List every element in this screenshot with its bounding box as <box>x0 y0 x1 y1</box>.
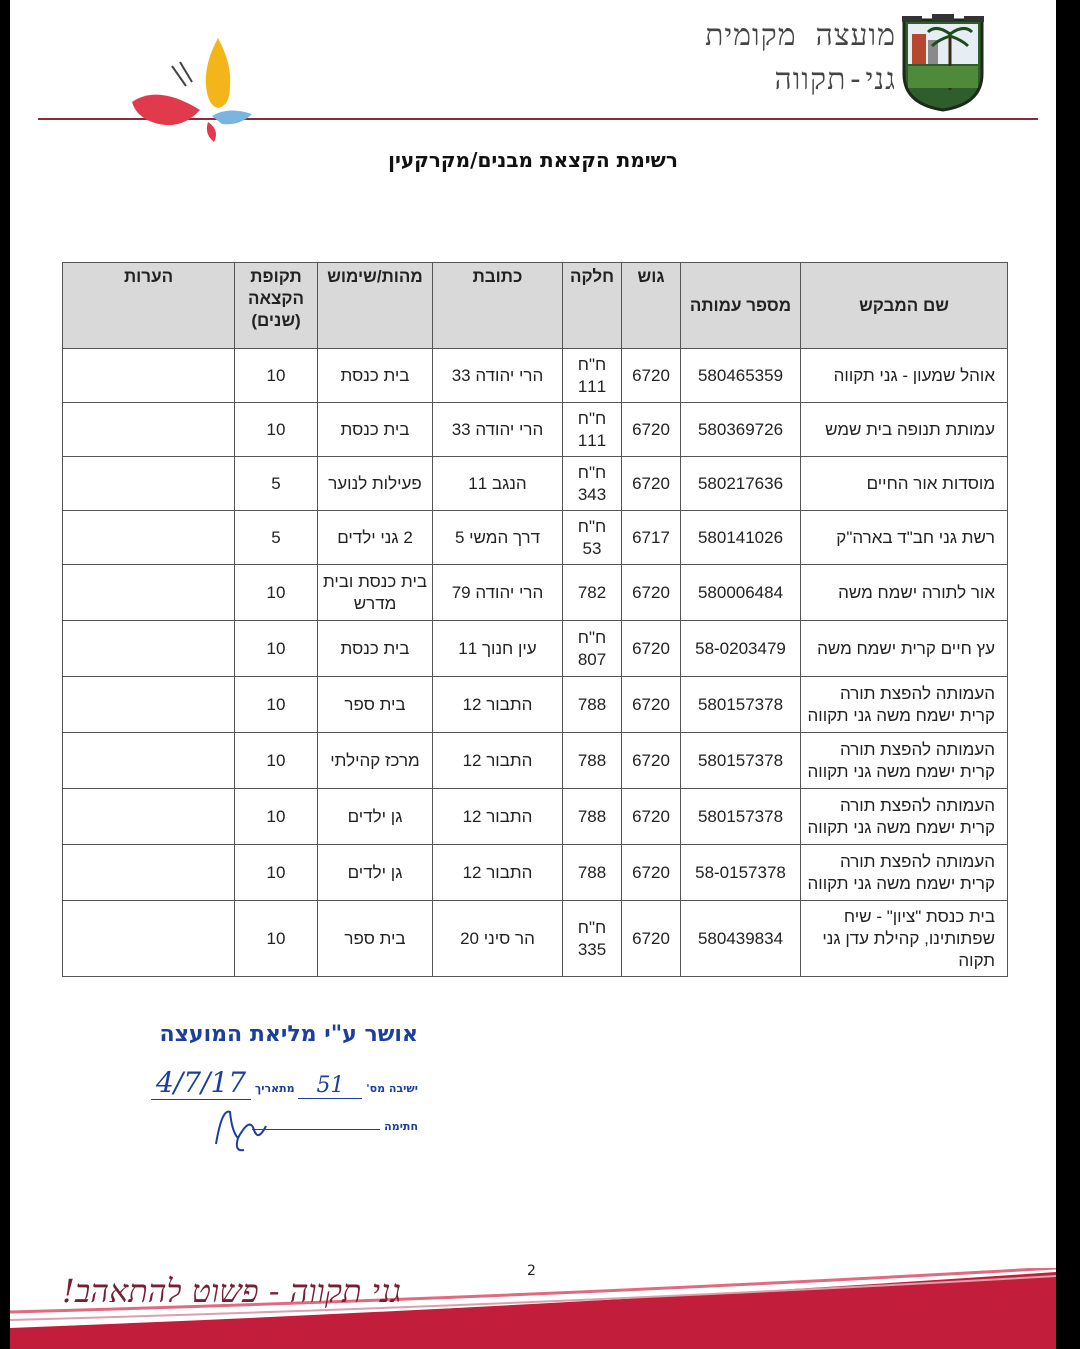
period-cell: 10 <box>235 677 318 733</box>
block-cell: 6720 <box>622 565 681 621</box>
requester-cell: העמותה להפצת תורה קרית ישמח משה גני תקווה <box>801 789 1008 845</box>
table-row <box>63 621 1008 677</box>
requester-cell: עמותת תנופה בית שמש <box>801 403 1008 457</box>
column-header: מספר עמותה <box>681 263 801 349</box>
period-cell: 5 <box>235 457 318 511</box>
column-header: תקופת הקצאה (שנים) <box>235 263 318 349</box>
address-cell: עין חנוך 11 <box>433 621 563 677</box>
address-cell: התבור 12 <box>433 733 563 789</box>
requester-cell: עץ חיים קרית ישמח משה <box>801 621 1008 677</box>
parcel-cell: 788 <box>563 733 622 789</box>
notes-cell <box>63 845 235 901</box>
parcel-cell: 788 <box>563 677 622 733</box>
block-cell: 6720 <box>622 845 681 901</box>
period-cell: 10 <box>235 349 318 403</box>
address-cell: התבור 12 <box>433 789 563 845</box>
use-cell: 2 גני ילדים <box>318 511 433 565</box>
parcel-cell: 788 <box>563 789 622 845</box>
table-row <box>63 901 1008 977</box>
period-cell: 10 <box>235 789 318 845</box>
column-header: גוש <box>622 263 681 349</box>
association-number-cell: 58-0157378 <box>681 845 801 901</box>
block-cell: 6720 <box>622 789 681 845</box>
parcel-cell: ח"ח 111 <box>563 403 622 457</box>
notes-cell <box>63 511 235 565</box>
meeting-line <box>151 1066 418 1100</box>
table-row <box>63 565 1008 621</box>
address-cell: התבור 12 <box>433 845 563 901</box>
city-logo-icon <box>128 34 258 144</box>
column-header: שם המבקש <box>801 263 1008 349</box>
table-row <box>63 677 1008 733</box>
table-body <box>63 349 1008 977</box>
requester-cell: אוהל שמעון - גני תקווה <box>801 349 1008 403</box>
table-row <box>63 511 1008 565</box>
period-cell: 10 <box>235 901 318 977</box>
block-cell: 6720 <box>622 733 681 789</box>
notes-cell <box>63 403 235 457</box>
block-cell: 6717 <box>622 511 681 565</box>
notes-cell <box>63 565 235 621</box>
use-cell: בית כנסת <box>318 621 433 677</box>
column-header: מהות/שימוש <box>318 263 433 349</box>
meeting-date: 4/7/17 <box>151 1066 251 1100</box>
document-title: רשימת הקצאת מבנים/מקרקעין <box>388 148 678 172</box>
address-cell: הנגב 11 <box>433 457 563 511</box>
parcel-cell: ח"ח 807 <box>563 621 622 677</box>
period-cell: 10 <box>235 733 318 789</box>
meeting-number: 51 <box>298 1073 362 1099</box>
block-cell: 6720 <box>622 403 681 457</box>
block-cell: 6720 <box>622 457 681 511</box>
association-number-cell: 580141026 <box>681 511 801 565</box>
period-cell: 10 <box>235 845 318 901</box>
association-number-cell: 580369726 <box>681 403 801 457</box>
block-cell: 6720 <box>622 349 681 403</box>
table-row <box>63 845 1008 901</box>
address-cell: הרי יהודה 33 <box>433 403 563 457</box>
address-cell: הרי יהודה 33 <box>433 349 563 403</box>
period-cell: 5 <box>235 511 318 565</box>
requester-cell: העמותה להפצת תורה קרית ישמח משה גני תקווה <box>801 845 1008 901</box>
block-cell: 6720 <box>622 901 681 977</box>
handwritten-signature <box>208 1102 278 1154</box>
parcel-cell: ח"ח 53 <box>563 511 622 565</box>
association-number-cell: 58-0203479 <box>681 621 801 677</box>
parcel-cell: 782 <box>563 565 622 621</box>
notes-cell <box>63 349 235 403</box>
table-header-row <box>63 263 1008 349</box>
notes-cell <box>63 901 235 977</box>
period-cell: 10 <box>235 621 318 677</box>
parcel-cell: ח"ח 343 <box>563 457 622 511</box>
notes-cell <box>63 677 235 733</box>
use-cell: גן ילדים <box>318 845 433 901</box>
association-number-cell: 580439834 <box>681 901 801 977</box>
association-number-cell: 580157378 <box>681 733 801 789</box>
use-cell: בית כנסת ובית מדרש <box>318 565 433 621</box>
table-row <box>63 733 1008 789</box>
use-cell: בית ספר <box>318 901 433 977</box>
association-number-cell: 580217636 <box>681 457 801 511</box>
column-header: כתובת <box>433 263 563 349</box>
table-row <box>63 789 1008 845</box>
use-cell: פעילות לנוער <box>318 457 433 511</box>
column-header: הערות <box>63 263 235 349</box>
council-crest-icon <box>898 12 988 112</box>
block-cell: 6720 <box>622 621 681 677</box>
table-row <box>63 349 1008 403</box>
period-cell: 10 <box>235 565 318 621</box>
requester-cell: העמותה להפצת תורה קרית ישמח משה גני תקווה <box>801 733 1008 789</box>
table-row <box>63 457 1008 511</box>
use-cell: בית כנסת <box>318 403 433 457</box>
slogan: גני תקווה - פשוט להתאהב! <box>62 1272 402 1310</box>
address-cell: הר סיני 20 <box>433 901 563 977</box>
association-number-cell: 580465359 <box>681 349 801 403</box>
use-cell: מרכז קהילתי <box>318 733 433 789</box>
notes-cell <box>63 789 235 845</box>
council-name-line-2: גני-תקווה <box>774 62 896 97</box>
use-cell: בית כנסת <box>318 349 433 403</box>
association-number-cell: 580006484 <box>681 565 801 621</box>
requester-cell: בית כנסת "ציון" - שיח שפתותינו, קהילת עדן גני תקוה <box>801 901 1008 977</box>
document-page <box>10 0 1056 1349</box>
approval-stamp <box>118 1022 418 1162</box>
notes-cell <box>63 457 235 511</box>
meeting-number-label: ישיבה מס' <box>366 1082 418 1095</box>
address-cell: התבור 12 <box>433 677 563 733</box>
parcel-cell: ח"ח 111 <box>563 349 622 403</box>
notes-cell <box>63 733 235 789</box>
use-cell: גן ילדים <box>318 789 433 845</box>
notes-cell <box>63 621 235 677</box>
association-number-cell: 580157378 <box>681 789 801 845</box>
date-label: מתאריך <box>254 1082 295 1095</box>
requester-cell: מוסדות אור החיים <box>801 457 1008 511</box>
requester-cell: העמותה להפצת תורה קרית ישמח משה גני תקווה <box>801 677 1008 733</box>
requester-cell: אור לתורה ישמח משה <box>801 565 1008 621</box>
allocation-table <box>62 262 1008 977</box>
council-name <box>705 14 896 102</box>
approval-title: אושר ע"י מליאת המועצה <box>159 1022 418 1047</box>
period-cell: 10 <box>235 403 318 457</box>
table-row <box>63 403 1008 457</box>
signature-label: חתימה <box>384 1120 418 1133</box>
column-header: חלקה <box>563 263 622 349</box>
parcel-cell: 788 <box>563 845 622 901</box>
requester-cell: רשת גני חב"ד בארה"ק <box>801 511 1008 565</box>
association-number-cell: 580157378 <box>681 677 801 733</box>
use-cell: בית ספר <box>318 677 433 733</box>
address-cell: דרך המשי 5 <box>433 511 563 565</box>
parcel-cell: ח"ח 335 <box>563 901 622 977</box>
address-cell: הרי יהודה 79 <box>433 565 563 621</box>
council-name-line-1: מועצה מקומית <box>705 18 896 53</box>
page-number: 2 <box>527 1263 536 1279</box>
block-cell: 6720 <box>622 677 681 733</box>
